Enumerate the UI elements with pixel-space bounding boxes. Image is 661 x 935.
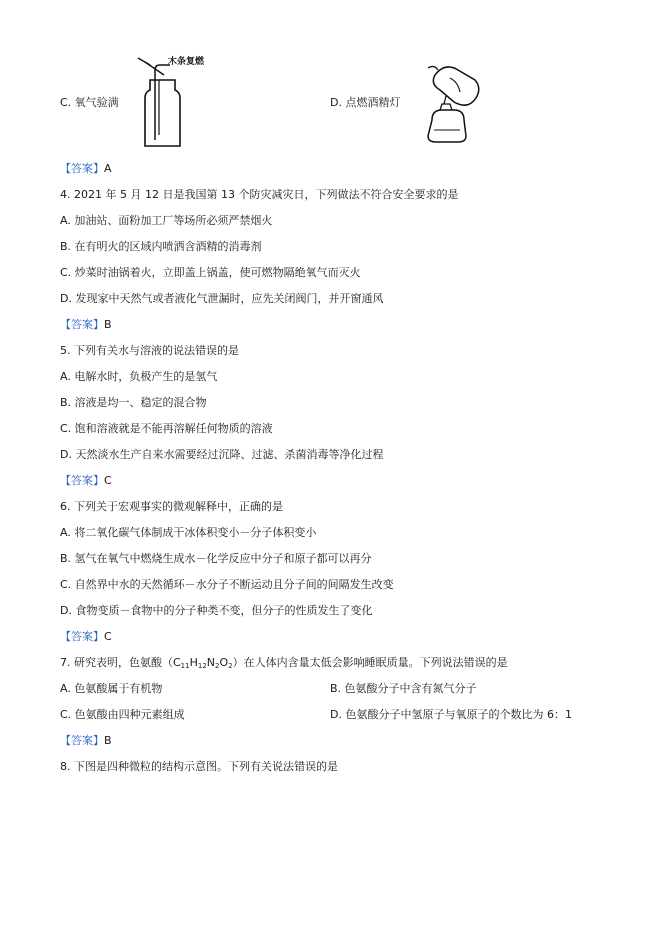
question-4-option-c: C. 炒菜时油锅着火，立即盖上锅盖，使可燃物隔绝氧气而灭火 (60, 266, 361, 279)
question-5-option-c: C. 饱和溶液就是不能再溶解任何物质的溶液 (60, 422, 273, 435)
answer-q4: 【答案】B (60, 318, 112, 331)
question-6-option-d: D. 食物变质－食物中的分子种类不变，但分子的性质发生了变化 (60, 604, 373, 617)
figure-caption-splint-relights: 木条复燃 (168, 57, 205, 67)
answer-q5: 【答案】C (60, 474, 112, 487)
question-7-option-b: B. 色氨酸分子中含有氮气分子 (330, 682, 477, 695)
question-4-stem: 4. 2021 年 5 月 12 日是我国第 13 个防灾减灾日，下列做法不符合安全要求的是 (60, 188, 459, 201)
question-7-stem: 7. 研究表明，色氨酸$(C_{11}H_{12}N_2O_2)$在人体内含量太低会影响睡眠质量。下列说法错误的是 (60, 656, 508, 670)
option-c-oxygen-test: C. 氧气验满 (60, 96, 119, 109)
question-7-option-c: C. 色氨酸由四种元素组成 (60, 708, 185, 721)
question-5-option-d: D. 天然淡水生产自来水需要经过沉降、过滤、杀菌消毒等净化过程 (60, 448, 384, 461)
question-4-option-a: A. 加油站、面粉加工厂等场所必须严禁烟火 (60, 214, 273, 227)
question-7-option-d: D. 色氨酸分子中氢原子与氧原子的个数比为 6：1 (330, 708, 572, 721)
question-5-option-a: A. 电解水时，负极产生的是氢气 (60, 370, 218, 383)
question-5-stem: 5. 下列有关水与溶液的说法错误的是 (60, 344, 239, 357)
answer-q7: 【答案】B (60, 734, 112, 747)
question-6-option-a: A. 将二氧化碳气体制成干冰体积变小－分子体积变小 (60, 526, 317, 539)
option-d-light-lamp: D. 点燃酒精灯 (330, 96, 401, 109)
question-4-option-b: B. 在有明火的区域内喷洒含酒精的消毒剂 (60, 240, 262, 253)
question-6-stem: 6. 下列关于宏观事实的微观解释中，正确的是 (60, 500, 283, 513)
answer-q6: 【答案】C (60, 630, 112, 643)
question-8-stem: 8. 下图是四种微粒的结构示意图。下列有关说法错误的是 (60, 760, 338, 773)
alcohol-lamp-figure (410, 60, 490, 150)
question-6-option-c: C. 自然界中水的天然循环－水分子不断运动且分子间的间隔发生改变 (60, 578, 394, 591)
answer-q3: 【答案】A (60, 162, 112, 175)
question-7-option-a: A. 色氨酸属于有机物 (60, 682, 163, 695)
question-6-option-b: B. 氢气在氧气中燃烧生成水－化学反应中分子和原子都可以再分 (60, 552, 372, 565)
question-4-option-d: D. 发现家中天然气或者液化气泄漏时，应先关闭阀门，并开窗通风 (60, 292, 384, 305)
question-5-option-b: B. 溶液是均一、稳定的混合物 (60, 396, 207, 409)
